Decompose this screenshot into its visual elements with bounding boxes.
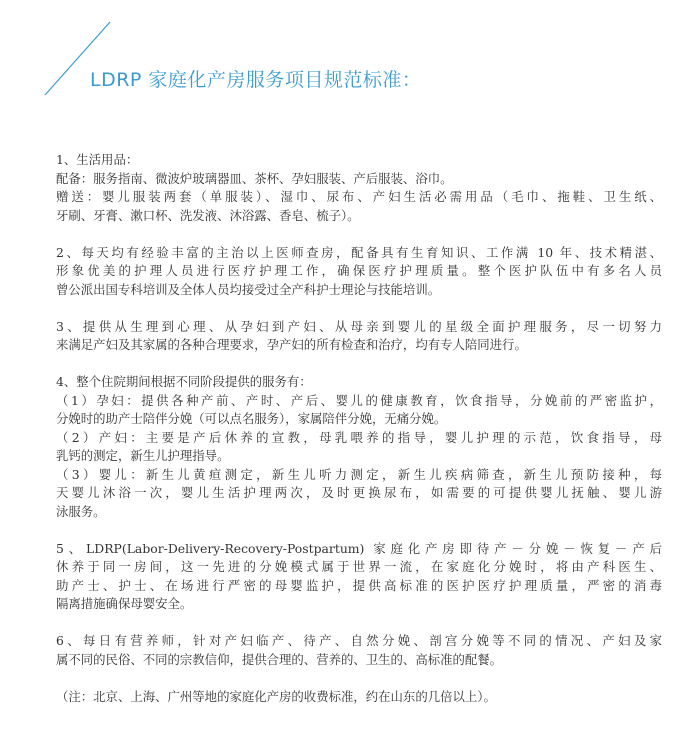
paragraph-line: 配备：服务指南、微波炉玻璃器皿、茶杯、孕妇服装、产后服装、浴巾。 xyxy=(56,170,453,186)
page-title: LDRP 家庭化产房服务项目规范标准： xyxy=(90,69,422,91)
section-heading: 4、整个住院期间根据不同阶段提供的服务有： xyxy=(56,374,312,389)
paragraph-line: 形象优美的护理人员进行医疗护理工作，确保医疗护理质量。整个医护队伍中有多名人员 xyxy=(56,263,662,278)
paragraph-line: 2、每天均有经验丰富的主治以上医师查房，配备具有生育知识、工作满 10 年、技术精湛、 xyxy=(56,244,662,260)
paragraph-line: 休养于同一房间，这一先进的分娩模式属于世界一流，在家庭化分娩时，将由产科医生、 xyxy=(56,559,662,574)
paragraph-line: 曾公派出国专科培训及全体人员均接受过全产科护士理论与技能培训。 xyxy=(56,281,441,297)
paragraph-line: 乳钙的测定，新生儿护理指导。 xyxy=(56,448,230,463)
section-heading: 1、生活用品： xyxy=(56,152,139,167)
paragraph-line: 来满足产妇及其家属的各种合理要求，孕产妇的所有检查和治疗，均有专人陪同进行。 xyxy=(56,337,527,352)
paragraph-line: （1）孕妇：提供各种产前、产时、产后、婴儿的健康教育，饮食指导，分娩前的严密监护， xyxy=(56,392,662,408)
paragraph-line: 赠送：婴儿服装两套（单服装）、湿巾、尿布、产妇生活必需用品（毛巾、拖鞋、卫生纸、 xyxy=(56,189,662,204)
section-ldrp xyxy=(56,540,662,614)
section-nutrition xyxy=(56,632,662,669)
paragraph-line: 5、LDRP(Labor-Delivery-Recovery-Postpartum) 家庭化产房即待产－分娩－恢复－产后 xyxy=(56,540,662,556)
paragraph-line: 3、提供从生理到心理、从孕妇到产妇、从母亲到婴儿的星级全面护理服务，尽一切努力 xyxy=(56,318,662,334)
paragraph-line: （2）产妇：主要是产后休养的宣教，母乳喂养的指导，婴儿护理的示范，饮食指导，母 xyxy=(56,429,662,445)
document-body xyxy=(56,151,662,706)
section-supplies xyxy=(56,151,662,225)
section-stages xyxy=(56,373,662,521)
paragraph-line: 泳服务。 xyxy=(56,503,106,519)
paragraph-line: 属不同的民俗、不同的宗教信仰，提供合理的、营养的、卫生的、高标准的配餐。 xyxy=(56,651,503,667)
paragraph-line: （3）婴儿：新生儿黄疸测定，新生儿听力测定，新生儿疾病筛查，新生儿预防接种，每 xyxy=(56,466,662,482)
paragraph-line: 牙刷、牙膏、漱口杯、洗发液、沐浴露、香皂、梳子）。 xyxy=(56,207,360,223)
paragraph-line: 天婴儿沐浴一次，婴儿生活护理两次，及时更换尿布，如需要的可提供婴儿抚触、婴儿游 xyxy=(56,485,662,500)
section-doctors xyxy=(56,244,662,300)
paragraph-line: 隔离措施确保母婴安全。 xyxy=(56,596,193,611)
footnote: （注：北京、上海、广州等地的家庭化产房的收费标准，约在山东的几倍以上）。 xyxy=(56,688,496,704)
section-care xyxy=(56,318,662,355)
section-note xyxy=(56,688,662,707)
paragraph-line: 助产士、护士、在场进行严密的母婴监护，提供高标准的医护医疗护理质量，严密的消毒 xyxy=(56,577,662,593)
paragraph-line: 分娩时的助产士陪伴分娩（可以点名服务），家属陪伴分娩，无痛分娩。 xyxy=(56,411,447,426)
paragraph-line: 6、每日有营养师，针对产妇临产、待产、自然分娩、剖宫分娩等不同的情况、产妇及家 xyxy=(56,633,662,648)
